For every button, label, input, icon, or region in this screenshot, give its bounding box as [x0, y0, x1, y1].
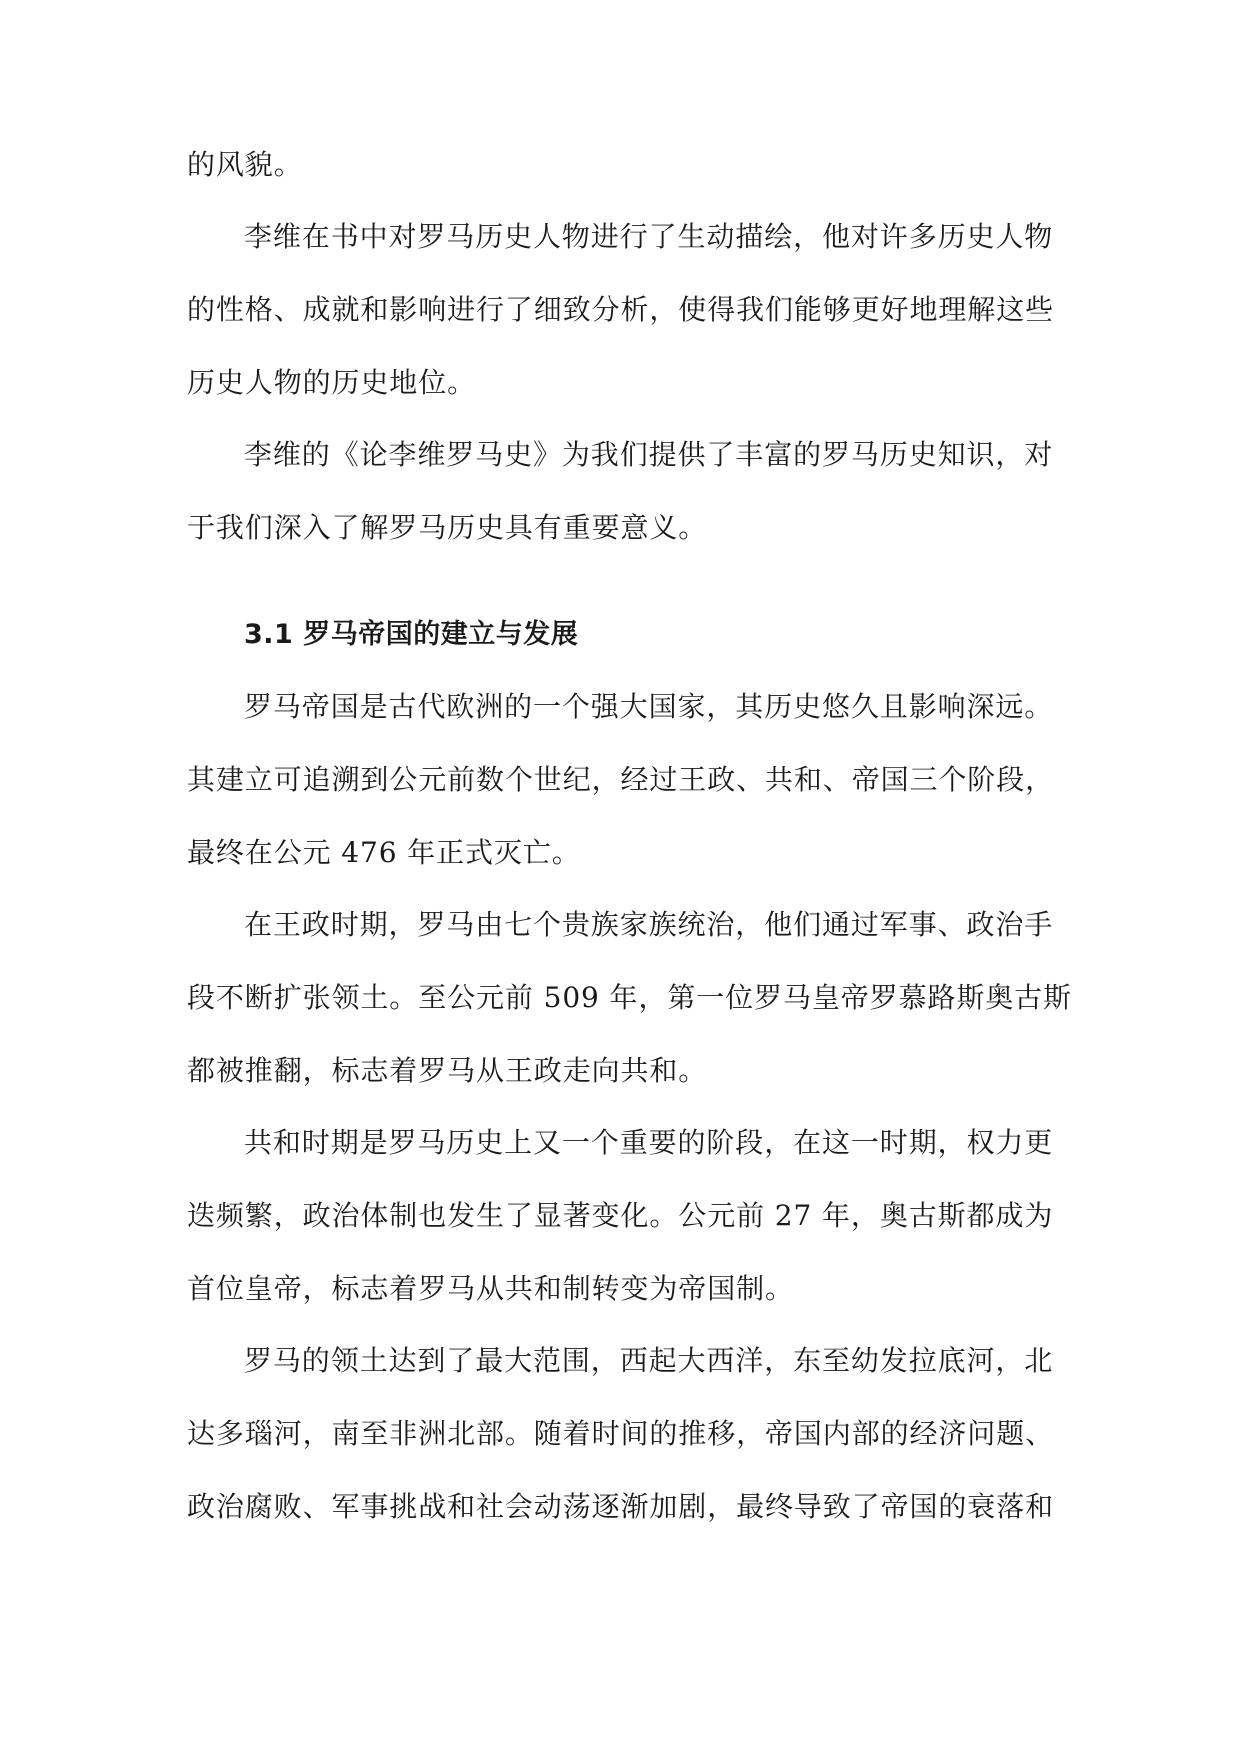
text-line: 历史人物的历史地位。	[187, 366, 477, 399]
text-line: 其建立可追溯到公元前数个世纪，经过王政、共和、帝国三个阶段，	[187, 763, 1055, 796]
text-line: 在王政时期，罗马由七个贵族家族统治，他们通过军事、政治手	[244, 908, 1054, 941]
text-line: 于我们深入了解罗马历史具有重要意义。	[187, 511, 708, 544]
text-line: 的性格、成就和影响进行了细致分析，使得我们能够更好地理解这些	[187, 293, 1055, 326]
paragraph-book-significance	[187, 438, 1054, 545]
paragraph-kingdom-period	[187, 908, 1072, 1088]
section-heading: 3.1 罗马帝国的建立与发展	[244, 619, 579, 650]
document-body	[187, 148, 1072, 1524]
text-line: 的风貌。	[187, 148, 303, 181]
text-line: 都被推翻，标志着罗马从王政走向共和。	[187, 1054, 708, 1087]
text-line: 共和时期是罗马历史上又一个重要的阶段，在这一时期，权力更	[244, 1126, 1054, 1159]
text-line: 李维在书中对罗马历史人物进行了生动描绘，他对许多历史人物	[244, 220, 1054, 253]
paragraph-empire-overview	[187, 690, 1054, 870]
text-line: 最终在公元 476 年正式灭亡。	[187, 836, 581, 869]
text-line: 达多瑙河，南至非洲北部。随着时间的推移，帝国内部的经济问题、	[187, 1417, 1055, 1450]
paragraph-republic-period	[187, 1126, 1054, 1306]
text-line: 段不断扩张领土。至公元前 509 年，第一位罗马皇帝罗慕路斯奥古斯	[187, 981, 1072, 1014]
paragraph-continuation	[187, 148, 1054, 182]
text-line: 首位皇帝，标志着罗马从共和制转变为帝国制。	[187, 1272, 794, 1305]
paragraph-territory-decline	[187, 1344, 1054, 1524]
text-line: 李维的《论李维罗马史》为我们提供了丰富的罗马历史知识，对	[244, 438, 1054, 471]
text-line: 政治腐败、军事挑战和社会动荡逐渐加剧，最终导致了帝国的衰落和	[187, 1490, 1055, 1523]
text-line: 罗马帝国是古代欧洲的一个强大国家，其历史悠久且影响深远。	[244, 690, 1054, 723]
text-line: 罗马的领土达到了最大范围，西起大西洋，东至幼发拉底河，北	[244, 1344, 1054, 1377]
paragraph-historical-figures	[187, 220, 1054, 400]
text-line: 迭频繁，政治体制也发生了显著变化。公元前 27 年，奥古斯都成为	[187, 1199, 1054, 1232]
